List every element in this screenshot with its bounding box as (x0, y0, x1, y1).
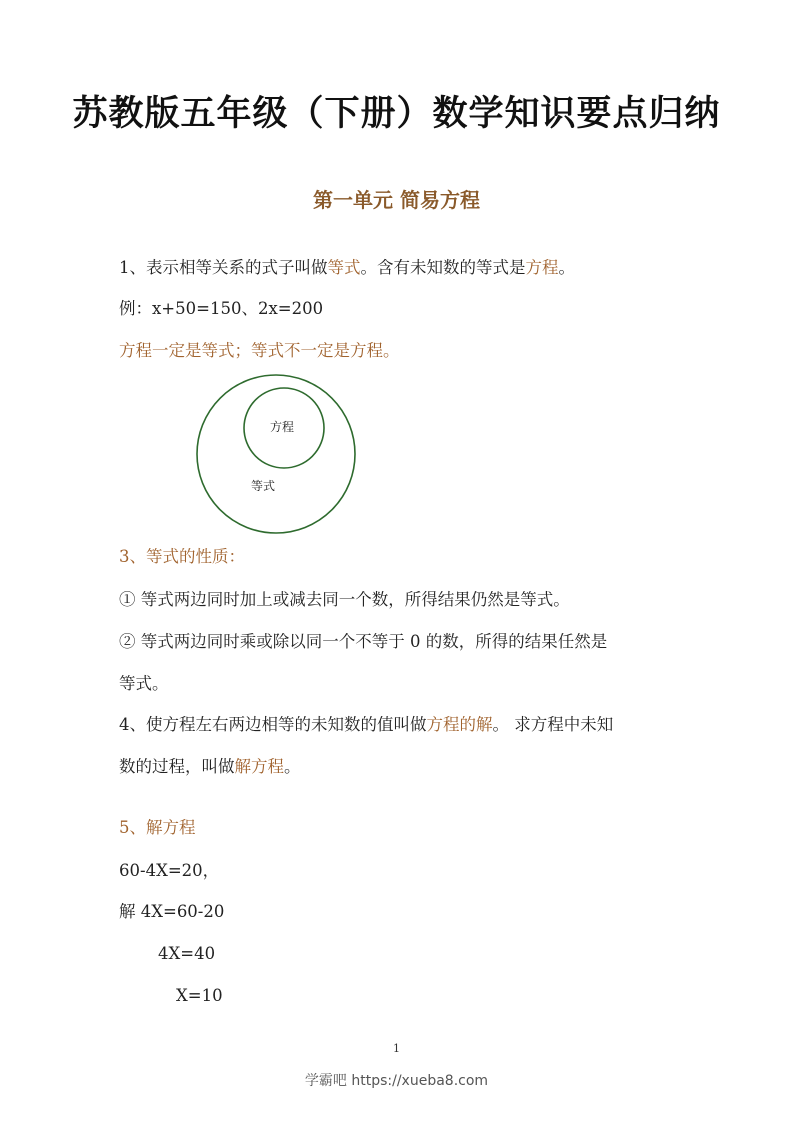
item-1-text-c: 。 (558, 258, 575, 277)
venn-svg (190, 368, 420, 536)
item-4-line-2 (119, 756, 301, 778)
inner-circle-label: 方程 (270, 420, 295, 434)
term-solving: 解方程 (234, 757, 284, 776)
site-footer: 学霸吧 https://xueba8.com (304, 1073, 489, 1089)
item-4-text-a: 4、使方程左右两边相等的未知数的值叫做 (119, 715, 427, 734)
term-equation: 方程 (525, 258, 559, 277)
property-1: ① 等式两边同时加上或减去同一个数，所得结果仍然是等式。 (119, 590, 570, 609)
item-1 (119, 257, 575, 279)
item-4-text-b: 。 求方程中未知 (492, 715, 614, 734)
outer-circle (197, 375, 355, 533)
equation-line: 解 4X=60-20 (119, 902, 225, 921)
item-4-line-1 (119, 714, 613, 736)
term-equality: 等式 (327, 258, 361, 277)
item-5-heading: 5、解方程 (119, 818, 196, 837)
outer-circle-label: 等式 (251, 479, 276, 493)
item-1-text-a: 1、表示相等关系的式子叫做 (119, 258, 328, 277)
equation-line: 4X=40 (158, 944, 216, 963)
item-3-heading: 3、等式的性质： (119, 547, 245, 566)
property-2-line-2: 等式。 (119, 674, 169, 693)
property-2-line-1: ② 等式两边同时乘或除以同一个不等于 0 的数，所得的结果任然是 (119, 632, 608, 651)
equation-line: 60-4X=20， (119, 861, 220, 880)
venn-diagram (190, 368, 420, 536)
equation-line: X=10 (176, 986, 223, 1005)
unit-title: 第一单元 简易方程 (313, 188, 480, 212)
term-solution: 方程的解 (426, 715, 493, 734)
example-line: 例：x+50=150、2x=200 (119, 299, 324, 318)
document-title: 苏教版五年级（下册）数学知识要点归纳 (72, 94, 721, 134)
page-number: 1 (393, 1042, 400, 1055)
item-4-text-c: 数的过程，叫做 (119, 757, 235, 776)
item-1-text-b: 。含有未知数的等式是 (360, 258, 526, 277)
relation-statement: 方程一定是等式；等式不一定是方程。 (119, 341, 400, 360)
item-4-text-d: 。 (284, 757, 301, 776)
